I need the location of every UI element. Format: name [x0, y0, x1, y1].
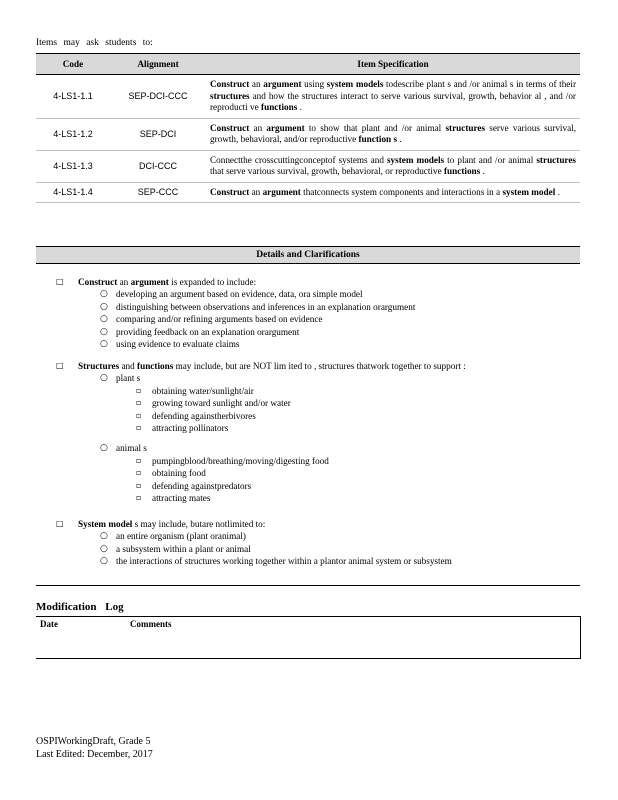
page-footer	[36, 736, 153, 761]
cell-code: 4-LS1-1.4	[36, 182, 110, 203]
sub-list-item-text: attracting mates	[152, 493, 211, 504]
text-run: s may include, butare notlimited to:	[132, 519, 266, 529]
list-item	[100, 301, 568, 313]
list-item	[100, 326, 568, 338]
text-run: thatconnects system components and interactions in a	[300, 186, 503, 197]
details-clarifications-header: Details and Clarifications	[36, 246, 580, 264]
square-bullet-icon: ▫	[136, 468, 142, 478]
cell-code: 4-LS1-1.3	[36, 150, 110, 182]
text-run: an	[249, 122, 267, 133]
text-run: to show that plant and /or animal	[304, 122, 446, 133]
table-row	[36, 118, 580, 150]
circle-bullet-icon: ○	[100, 301, 108, 312]
bold-term: functions	[443, 166, 481, 176]
bold-term: function s	[358, 134, 398, 144]
modification-log-title: Modification Log	[36, 601, 124, 613]
bold-term: Construct	[78, 277, 118, 287]
list-item-text: an entire organism (plant oranimal)	[116, 531, 246, 542]
list-item-text: developing an argument based on evidence, data, ora simple model	[116, 289, 363, 300]
sub-list-item-text: pumpingblood/breathing/moving/digesting food	[152, 455, 329, 466]
bold-term: System model	[78, 519, 133, 529]
text-run: .	[397, 134, 402, 144]
text-run: an	[249, 186, 263, 197]
text-run: serve various survival, growth, behavioral, and/or reproductive	[210, 122, 577, 144]
square-bullet-icon: □	[56, 519, 64, 528]
circle-bullet-icon: ○	[100, 543, 108, 554]
sub-list-item	[136, 410, 568, 422]
bullet-list	[56, 530, 568, 567]
circle-bullet-icon: ○	[100, 443, 108, 454]
bold-term: argument	[263, 79, 302, 89]
list-item-text: a subsystem within a plant or animal	[116, 543, 251, 554]
section-heading	[78, 518, 568, 530]
text-run: that serve various survival, growth, behavioral, or reproductive	[210, 166, 444, 176]
text-run: and	[119, 361, 138, 371]
square-bullet-icon: ▫	[136, 493, 142, 503]
text-run: and how the structures interact to serve various survival, growth, behavior al , and /or reproducti ve	[210, 90, 576, 112]
section-heading	[78, 276, 568, 288]
text-run: an	[117, 277, 131, 287]
header-alignment: Alignment	[110, 54, 206, 75]
list-item	[100, 442, 568, 504]
list-item	[100, 372, 568, 434]
list-item-text: distinguishing between observations and inferences in an explanation orargument	[116, 301, 416, 312]
footer-line-2: Last Edited: December, 2017	[36, 748, 153, 760]
details-section	[56, 518, 568, 568]
cell-code: 4-LS1-1.1	[36, 75, 110, 119]
details-section	[56, 360, 568, 512]
text-run: Connectthe crosscuttingconceptof systems and	[210, 154, 387, 165]
text-run: todescribe plant s and /or animal s in terms of their	[383, 79, 576, 89]
sub-list-item-text: defending againstherbivores	[152, 410, 256, 421]
sub-list-item-text: defending againstpredators	[152, 480, 252, 491]
circle-bullet-icon: ○	[100, 289, 108, 300]
cell-alignment: SEP-DCI-CCC	[110, 75, 206, 119]
bold-term: Structures	[78, 361, 120, 371]
list-item	[100, 288, 568, 300]
section-heading	[78, 360, 568, 372]
cell-specification	[206, 150, 580, 182]
bold-term: structures	[445, 122, 486, 133]
list-item	[100, 313, 568, 325]
bold-term: system model	[502, 186, 556, 197]
sub-list-item	[136, 455, 568, 467]
sub-list-item	[136, 422, 568, 434]
bold-term: argument	[262, 186, 301, 197]
modification-log-table	[36, 616, 581, 659]
circle-bullet-icon: ○	[100, 556, 108, 567]
text-run: an	[249, 79, 264, 89]
bullet-list	[56, 288, 568, 350]
circle-bullet-icon: ○	[100, 326, 108, 337]
header-item-specification: Item Specification	[206, 54, 580, 75]
bullet-list	[56, 372, 568, 504]
list-item	[100, 555, 568, 567]
sub-list-item	[136, 467, 568, 479]
list-item-text: the interactions of structures working together within a plantor animal system or subsystem	[116, 556, 452, 567]
bold-term: Construct	[210, 122, 250, 133]
section-divider	[36, 585, 580, 586]
cell-specification	[206, 118, 580, 150]
bold-term: structures	[210, 90, 250, 101]
sub-list-item-text: growing toward sunlight and/or water	[152, 398, 291, 409]
sub-list	[116, 455, 568, 505]
sub-list-item	[136, 397, 568, 409]
text-run: .	[297, 102, 302, 112]
table-row	[36, 150, 580, 182]
square-bullet-icon: ▫	[136, 480, 142, 490]
intro-text: Items may ask students to:	[36, 38, 153, 48]
square-bullet-icon: ▫	[136, 410, 142, 420]
square-bullet-icon: □	[56, 361, 64, 370]
cell-specification	[206, 182, 580, 203]
sub-list-item-text: obtaining water/sunlight/air	[152, 385, 254, 396]
list-item-text: plant s	[116, 373, 141, 384]
bold-term: Construct	[210, 186, 250, 197]
cell-alignment: SEP-CCC	[110, 182, 206, 203]
text-run: may include, but are NOT lim ited to , structures thatwork together to support :	[173, 361, 466, 371]
bold-term: system models	[386, 154, 445, 165]
sub-list-item-text: obtaining food	[152, 468, 206, 479]
details-section	[56, 276, 568, 350]
text-run: using	[301, 79, 327, 89]
text-run: .	[480, 166, 485, 176]
cell-alignment: DCI-CCC	[110, 150, 206, 182]
bold-term: argument	[130, 277, 169, 287]
circle-bullet-icon: ○	[100, 373, 108, 384]
circle-bullet-icon: ○	[100, 339, 108, 350]
table-row	[36, 182, 580, 203]
list-item-text: comparing and/or refining arguments based on evidence	[116, 314, 323, 325]
bold-term: functions	[261, 102, 298, 112]
item-spec-table	[36, 53, 580, 203]
square-bullet-icon: □	[56, 277, 64, 286]
text-run: .	[555, 186, 560, 197]
list-item	[100, 543, 568, 555]
col-date: Date	[40, 619, 58, 629]
square-bullet-icon: ▫	[136, 423, 142, 433]
table-row	[36, 75, 580, 119]
circle-bullet-icon: ○	[100, 314, 108, 325]
list-item	[100, 338, 568, 350]
sub-list-item	[136, 385, 568, 397]
cell-code: 4-LS1-1.2	[36, 118, 110, 150]
square-bullet-icon: ▫	[136, 455, 142, 465]
square-bullet-icon: ▫	[136, 398, 142, 408]
circle-bullet-icon: ○	[100, 531, 108, 542]
header-code: Code	[36, 54, 110, 75]
text-run: to plant and /or animal	[444, 154, 537, 165]
sub-list-item	[136, 480, 568, 492]
sub-list	[116, 385, 568, 435]
cell-alignment: SEP-DCI	[110, 118, 206, 150]
bold-term: argument	[266, 122, 305, 133]
sub-list-item-text: attracting pollinators	[152, 423, 229, 434]
list-item-text: providing feedback on an explanation orargument	[116, 326, 300, 337]
footer-line-1: OSPIWorkingDraft, Grade 5	[36, 736, 151, 747]
bold-term: system models	[326, 79, 384, 89]
list-item	[100, 530, 568, 542]
list-item-text: using evidence to evaluate claims	[116, 339, 240, 350]
text-run: is expanded to include:	[168, 277, 257, 287]
table-header-row	[36, 54, 580, 75]
sub-list-item	[136, 492, 568, 504]
bold-term: functions	[137, 361, 174, 371]
col-comments: Comments	[130, 619, 172, 629]
square-bullet-icon: ▫	[136, 385, 142, 395]
cell-specification	[206, 75, 580, 119]
bold-term: structures	[536, 154, 576, 165]
bold-term: Construct	[210, 79, 250, 89]
modification-log-header	[36, 617, 580, 631]
list-item-text: animal s	[116, 443, 147, 454]
